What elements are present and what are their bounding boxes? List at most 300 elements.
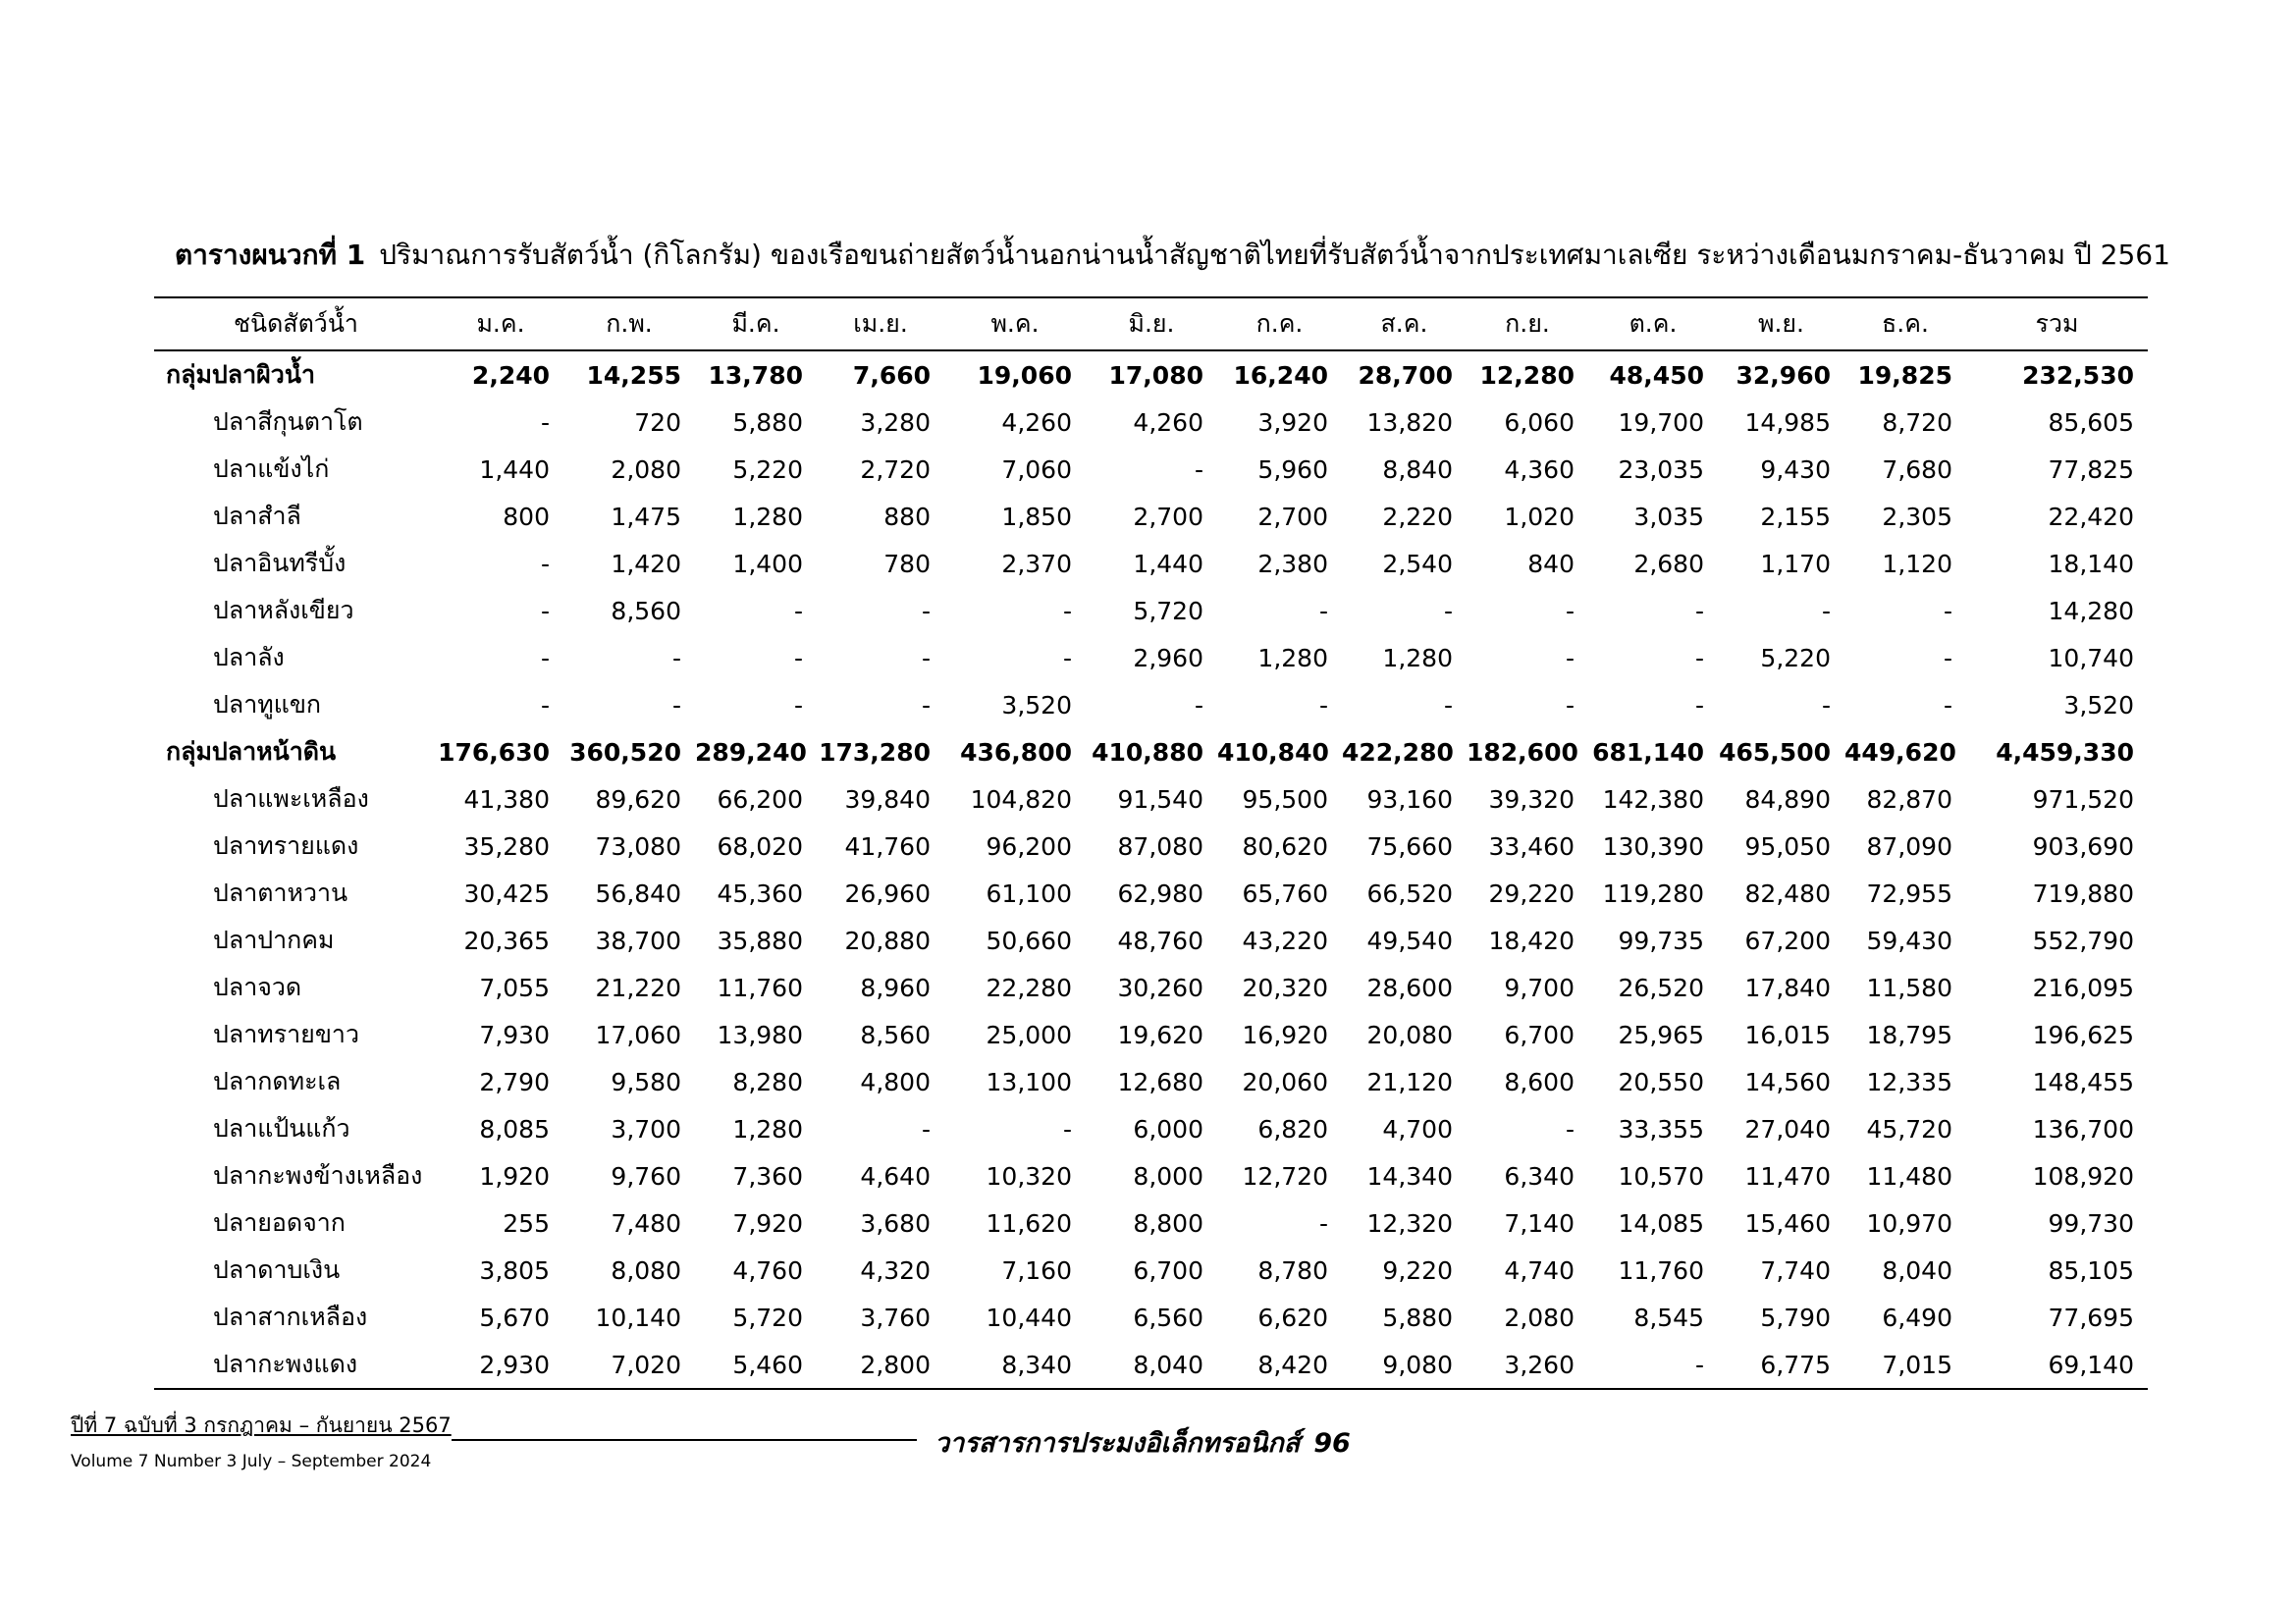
value-cell: 28,700 [1358, 360, 1453, 390]
table-row [154, 634, 2148, 681]
value-cell: 9,580 [611, 1067, 681, 1096]
value-cell: 43,220 [1242, 926, 1328, 955]
value-cell: 410,880 [1092, 737, 1203, 767]
total-cell: 22,420 [2048, 502, 2134, 531]
species-name-cell: ปลาสีกุนตาโต [213, 407, 363, 436]
footer-issue-english: Volume 7 Number 3 July – September 2024 [71, 1452, 432, 1471]
header-col-9: ก.ย. [1467, 297, 1588, 350]
value-cell: 5,720 [732, 1303, 803, 1332]
footer-rule [452, 1439, 917, 1441]
value-cell: 17,060 [595, 1020, 681, 1049]
value-cell: 4,260 [1001, 407, 1072, 437]
value-cell: 20,365 [463, 926, 550, 955]
species-name-cell: ปลาอินทรีบั้ง [213, 549, 347, 577]
value-cell: - [1194, 690, 1203, 720]
value-cell: 4,640 [860, 1161, 931, 1191]
header-col-6: มิ.ย. [1086, 297, 1217, 350]
value-cell: 182,600 [1467, 737, 1578, 767]
value-cell: 30,260 [1117, 973, 1203, 1002]
header-col-4: เม.ย. [817, 297, 944, 350]
value-cell: - [1565, 1114, 1575, 1144]
table-row [154, 399, 2148, 446]
species-name-cell: ปลาทรายขาว [213, 1020, 359, 1048]
value-cell: 6,700 [1504, 1020, 1575, 1049]
value-cell: 8,040 [1882, 1255, 1952, 1285]
value-cell: - [1565, 690, 1575, 720]
total-cell: 69,140 [1966, 1341, 2148, 1389]
value-cell: 2,800 [817, 1341, 944, 1389]
species-name-cell: ปลาสากเหลือง [213, 1303, 368, 1331]
value-cell: 22,280 [986, 973, 1072, 1002]
value-cell: 8,420 [1217, 1341, 1342, 1389]
value-cell: 48,760 [1117, 926, 1203, 955]
table-row [154, 1152, 2148, 1199]
header-col-10: ต.ค. [1588, 297, 1718, 350]
value-cell: 14,085 [1618, 1208, 1704, 1238]
table-row [154, 870, 2148, 917]
value-cell: 12,335 [1866, 1067, 1952, 1096]
value-cell: 80,620 [1242, 831, 1328, 861]
value-cell: 10,140 [595, 1303, 681, 1332]
value-cell: 49,540 [1366, 926, 1453, 955]
value-cell: 1,020 [1504, 502, 1575, 531]
value-cell: 3,760 [860, 1303, 931, 1332]
value-cell: 33,355 [1618, 1114, 1704, 1144]
caption-label: ตารางผนวกที่ 1 [175, 239, 366, 271]
value-cell: 2,700 [1257, 502, 1328, 531]
value-cell: 38,700 [595, 926, 681, 955]
total-cell: 216,095 [2032, 973, 2134, 1002]
value-cell: - [921, 596, 931, 625]
value-cell: - [1443, 690, 1453, 720]
value-cell: 7,360 [732, 1161, 803, 1191]
value-cell: 4,320 [860, 1255, 931, 1285]
value-cell: 8,560 [860, 1020, 931, 1049]
value-cell: - [1062, 596, 1072, 625]
value-cell: 13,780 [708, 360, 803, 390]
value-cell: 7,740 [1760, 1255, 1831, 1285]
value-cell: 75,660 [1366, 831, 1453, 861]
value-cell: 436,800 [960, 737, 1072, 767]
value-cell: - [1943, 643, 1952, 672]
value-cell: 5,880 [732, 407, 803, 437]
total-cell: 971,520 [2032, 784, 2134, 814]
value-cell: 11,470 [1744, 1161, 1831, 1191]
value-cell: 1,280 [1257, 643, 1328, 672]
value-cell: 289,240 [695, 737, 807, 767]
value-cell: 13,820 [1366, 407, 1453, 437]
total-cell: 77,695 [2048, 1303, 2134, 1332]
value-cell: 2,720 [860, 454, 931, 484]
value-cell: 7,015 [1844, 1341, 1966, 1389]
value-cell: 11,760 [1618, 1255, 1704, 1285]
value-cell: 18,420 [1488, 926, 1575, 955]
value-cell: 840 [1527, 549, 1575, 578]
value-cell: - [540, 690, 550, 720]
header-col-2: ก.พ. [563, 297, 695, 350]
value-cell: 8,000 [1133, 1161, 1203, 1191]
table-header-row [154, 297, 2148, 350]
total-cell: 18,140 [2048, 549, 2134, 578]
value-cell: - [1318, 690, 1328, 720]
species-name-cell: ปลากะพงข้างเหลือง [213, 1161, 423, 1190]
value-cell: 99,735 [1618, 926, 1704, 955]
value-cell: 4,760 [732, 1255, 803, 1285]
value-cell: 10,320 [986, 1161, 1072, 1191]
value-cell: 3,805 [479, 1255, 550, 1285]
value-cell: 6,775 [1718, 1341, 1844, 1389]
value-cell: 19,060 [977, 360, 1072, 390]
value-cell: 21,220 [595, 973, 681, 1002]
value-cell: - [921, 643, 931, 672]
value-cell: 66,520 [1366, 879, 1453, 908]
total-cell: 77,825 [2048, 454, 2134, 484]
table-row [154, 775, 2148, 823]
value-cell: 119,280 [1602, 879, 1704, 908]
value-cell: 130,390 [1602, 831, 1704, 861]
value-cell: 2,155 [1760, 502, 1831, 531]
value-cell: - [1318, 596, 1328, 625]
value-cell: 3,700 [611, 1114, 681, 1144]
value-cell: 1,280 [1382, 643, 1453, 672]
data-table [154, 296, 2148, 1390]
value-cell: 7,930 [479, 1020, 550, 1049]
table-row [154, 823, 2148, 870]
species-name-cell: ปลาตาหวาน [213, 879, 348, 907]
header-col-12: ธ.ค. [1844, 297, 1966, 350]
value-cell: 41,380 [463, 784, 550, 814]
species-name-cell: ปลาสำลี [213, 502, 301, 530]
value-cell: 19,620 [1117, 1020, 1203, 1049]
value-cell: 173,280 [819, 737, 931, 767]
value-cell: 25,000 [986, 1020, 1072, 1049]
header-col-1: ม.ค. [438, 297, 563, 350]
caption-text: ปริมาณการรับสัตว์น้ำ (กิโลกรัม) ของเรือขนถ่ายสัตว์น้ำนอกน่านน้ำสัญชาติไทยที่รับสัตว์น้ำจากประเทศมาเลเซีย ระหว่างเดือนมกราคม-ธันวาคม ปี 2561 [379, 239, 2170, 271]
value-cell: 7,920 [732, 1208, 803, 1238]
table-row [154, 964, 2148, 1011]
value-cell: 255 [503, 1208, 550, 1238]
value-cell: - [1694, 690, 1704, 720]
total-cell: 108,920 [2032, 1161, 2134, 1191]
value-cell: 10,570 [1618, 1161, 1704, 1191]
value-cell: 82,870 [1866, 784, 1952, 814]
value-cell: 9,220 [1382, 1255, 1453, 1285]
value-cell: 21,120 [1366, 1067, 1453, 1096]
value-cell: - [671, 643, 681, 672]
value-cell: 16,920 [1242, 1020, 1328, 1049]
table-row [154, 1011, 2148, 1058]
value-cell: 65,760 [1242, 879, 1328, 908]
value-cell: 1,850 [1001, 502, 1072, 531]
total-cell: 3,520 [2063, 690, 2134, 720]
value-cell: - [540, 407, 550, 437]
species-name-cell: ปลาทรายแดง [213, 831, 359, 860]
value-cell: 87,090 [1866, 831, 1952, 861]
value-cell: 176,630 [438, 737, 550, 767]
value-cell: 7,160 [1001, 1255, 1072, 1285]
value-cell: 8,560 [611, 596, 681, 625]
total-cell: 14,280 [2048, 596, 2134, 625]
value-cell: 8,040 [1086, 1341, 1217, 1389]
header-col-7: ก.ค. [1217, 297, 1342, 350]
journal-name: วารสารการประมงอิเล็กทรอนิกส์ [934, 1428, 1301, 1459]
value-cell: 1,280 [732, 502, 803, 531]
value-cell: 2,930 [438, 1341, 563, 1389]
value-cell: 410,840 [1217, 737, 1329, 767]
value-cell: 6,340 [1504, 1161, 1575, 1191]
value-cell: 8,960 [860, 973, 931, 1002]
value-cell: 6,620 [1257, 1303, 1328, 1332]
value-cell: 3,920 [1257, 407, 1328, 437]
value-cell: 25,965 [1618, 1020, 1704, 1049]
value-cell: 82,480 [1744, 879, 1831, 908]
table-row [154, 681, 2148, 728]
species-name-cell: ปลาปากคม [213, 926, 335, 954]
value-cell: 4,360 [1504, 454, 1575, 484]
value-cell: 17,840 [1744, 973, 1831, 1002]
table-row [154, 493, 2148, 540]
value-cell: 422,280 [1342, 737, 1454, 767]
species-name-cell: ปลาแข้งไก่ [213, 454, 330, 483]
value-cell: 2,370 [1001, 549, 1072, 578]
species-name-cell: ปลากะพงแดง [154, 1341, 438, 1389]
group-name-cell: กลุ่มปลาผิวน้ำ [166, 360, 315, 389]
species-name-cell: ปลาแพะเหลือง [213, 784, 369, 813]
species-name-cell: ปลายอดจาก [213, 1208, 346, 1237]
value-cell: 6,820 [1257, 1114, 1328, 1144]
value-cell: - [1565, 643, 1575, 672]
value-cell: 16,240 [1233, 360, 1328, 390]
total-cell: 719,880 [2032, 879, 2134, 908]
value-cell: 9,080 [1342, 1341, 1467, 1389]
value-cell: 4,740 [1504, 1255, 1575, 1285]
value-cell: 1,920 [479, 1161, 550, 1191]
value-cell: 15,460 [1744, 1208, 1831, 1238]
value-cell: 11,760 [717, 973, 803, 1002]
value-cell: - [1821, 690, 1831, 720]
value-cell: 5,220 [1760, 643, 1831, 672]
table-caption [175, 236, 2170, 275]
value-cell: - [671, 690, 681, 720]
value-cell: 780 [883, 549, 931, 578]
value-cell: - [540, 549, 550, 578]
value-cell: - [793, 690, 803, 720]
value-cell: 5,960 [1257, 454, 1328, 484]
value-cell: 3,680 [860, 1208, 931, 1238]
value-cell: 2,240 [471, 360, 550, 390]
value-cell: 19,700 [1618, 407, 1704, 437]
species-name-cell: ปลากดทะเล [213, 1067, 342, 1095]
value-cell: - [1062, 1114, 1072, 1144]
header-col-5: พ.ค. [944, 297, 1086, 350]
value-cell: 23,035 [1618, 454, 1704, 484]
value-cell: 35,880 [717, 926, 803, 955]
value-cell: 87,080 [1117, 831, 1203, 861]
value-cell: - [1694, 643, 1704, 672]
value-cell: 18,795 [1866, 1020, 1952, 1049]
value-cell: 8,340 [944, 1341, 1086, 1389]
value-cell: 8,080 [611, 1255, 681, 1285]
value-cell: 8,280 [732, 1067, 803, 1096]
value-cell: 5,670 [479, 1303, 550, 1332]
value-cell: 14,255 [586, 360, 681, 390]
value-cell: 61,100 [986, 879, 1072, 908]
value-cell: 681,140 [1592, 737, 1704, 767]
footer-journal [934, 1421, 1351, 1464]
value-cell: 8,800 [1133, 1208, 1203, 1238]
value-cell: 45,720 [1866, 1114, 1952, 1144]
table-row [154, 1058, 2148, 1105]
value-cell: 39,320 [1488, 784, 1575, 814]
value-cell: 2,305 [1882, 502, 1952, 531]
total-cell: 196,625 [2032, 1020, 2134, 1049]
header-col-13: รวม [1966, 297, 2148, 350]
value-cell: 91,540 [1117, 784, 1203, 814]
total-cell: 552,790 [2032, 926, 2134, 955]
value-cell: 7,480 [611, 1208, 681, 1238]
value-cell: 6,490 [1882, 1303, 1952, 1332]
value-cell: 142,380 [1602, 784, 1704, 814]
value-cell: - [1194, 454, 1203, 484]
value-cell: 465,500 [1719, 737, 1831, 767]
value-cell: 449,620 [1844, 737, 1956, 767]
value-cell: 35,280 [463, 831, 550, 861]
value-cell: 13,100 [986, 1067, 1072, 1096]
value-cell: 7,660 [852, 360, 931, 390]
total-cell: 85,105 [2048, 1255, 2134, 1285]
value-cell: 96,200 [986, 831, 1072, 861]
value-cell: - [921, 690, 931, 720]
value-cell: 26,520 [1618, 973, 1704, 1002]
value-cell: 28,600 [1366, 973, 1453, 1002]
species-name-cell: ปลาจวด [213, 973, 302, 1001]
value-cell: 360,520 [569, 737, 681, 767]
value-cell: 39,840 [844, 784, 931, 814]
value-cell: 8,780 [1257, 1255, 1328, 1285]
value-cell: 800 [503, 502, 550, 531]
value-cell: 2,960 [1133, 643, 1203, 672]
value-cell: 56,840 [595, 879, 681, 908]
table-row [154, 1247, 2148, 1294]
value-cell: - [921, 1114, 931, 1144]
value-cell: 5,720 [1133, 596, 1203, 625]
value-cell: 1,400 [732, 549, 803, 578]
value-cell: 67,200 [1744, 926, 1831, 955]
value-cell: 93,160 [1366, 784, 1453, 814]
value-cell: 2,540 [1382, 549, 1453, 578]
value-cell: 32,960 [1735, 360, 1831, 390]
value-cell: 880 [883, 502, 931, 531]
total-cell: 10,740 [2048, 643, 2134, 672]
value-cell: 1,420 [611, 549, 681, 578]
value-cell: 19,825 [1857, 360, 1952, 390]
value-cell: 66,200 [717, 784, 803, 814]
value-cell: 68,020 [717, 831, 803, 861]
value-cell: 41,760 [844, 831, 931, 861]
total-cell: 85,605 [2048, 407, 2134, 437]
value-cell: 12,680 [1117, 1067, 1203, 1096]
value-cell: 7,060 [1001, 454, 1072, 484]
value-cell: - [540, 643, 550, 672]
value-cell: - [1588, 1341, 1718, 1389]
value-cell: 20,080 [1366, 1020, 1453, 1049]
value-cell: 3,520 [1001, 690, 1072, 720]
value-cell: - [1443, 596, 1453, 625]
value-cell: 20,320 [1242, 973, 1328, 1002]
value-cell: 12,280 [1479, 360, 1575, 390]
value-cell: 17,080 [1108, 360, 1203, 390]
value-cell: 1,440 [1133, 549, 1203, 578]
value-cell: 8,600 [1504, 1067, 1575, 1096]
value-cell: 2,080 [1504, 1303, 1575, 1332]
value-cell: 8,840 [1382, 454, 1453, 484]
value-cell: 11,480 [1866, 1161, 1952, 1191]
value-cell: 5,460 [695, 1341, 817, 1389]
value-cell: 20,060 [1242, 1067, 1328, 1096]
value-cell: 20,550 [1618, 1067, 1704, 1096]
value-cell: 6,700 [1133, 1255, 1203, 1285]
value-cell: 95,050 [1744, 831, 1831, 861]
value-cell: 9,700 [1504, 973, 1575, 1002]
value-cell: 5,880 [1382, 1303, 1453, 1332]
value-cell: 14,985 [1744, 407, 1831, 437]
value-cell: 9,760 [611, 1161, 681, 1191]
value-cell: 6,060 [1504, 407, 1575, 437]
total-cell: 99,730 [2048, 1208, 2134, 1238]
value-cell: 20,880 [844, 926, 931, 955]
table-row [154, 917, 2148, 964]
value-cell: 7,020 [563, 1341, 695, 1389]
value-cell: 73,080 [595, 831, 681, 861]
value-cell: 2,700 [1133, 502, 1203, 531]
value-cell: - [1565, 596, 1575, 625]
value-cell: 1,475 [611, 502, 681, 531]
value-cell: 2,680 [1633, 549, 1704, 578]
value-cell: 62,980 [1117, 879, 1203, 908]
value-cell: 4,700 [1382, 1114, 1453, 1144]
footer-issue [71, 1410, 452, 1471]
value-cell: 11,580 [1866, 973, 1952, 1002]
value-cell: 3,260 [1467, 1341, 1588, 1389]
value-cell: 7,055 [479, 973, 550, 1002]
value-cell: 3,280 [860, 407, 931, 437]
table-row [154, 1341, 2148, 1389]
value-cell: 9,430 [1760, 454, 1831, 484]
species-name-cell: ปลาลัง [213, 643, 285, 671]
value-cell: - [793, 643, 803, 672]
value-cell: 89,620 [595, 784, 681, 814]
value-cell: 11,620 [986, 1208, 1072, 1238]
value-cell: 5,790 [1760, 1303, 1831, 1332]
table-row [154, 1199, 2148, 1247]
value-cell: 2,790 [479, 1067, 550, 1096]
value-cell: 59,430 [1866, 926, 1952, 955]
value-cell: 4,800 [860, 1067, 931, 1096]
species-name-cell: ปลาหลังเขียว [213, 596, 354, 624]
species-name-cell: ปลาแป้นแก้ว [213, 1114, 350, 1143]
value-cell: 5,220 [732, 454, 803, 484]
value-cell: 30,425 [463, 879, 550, 908]
value-cell: 720 [634, 407, 681, 437]
value-cell: 7,680 [1882, 454, 1952, 484]
value-cell: 6,000 [1133, 1114, 1203, 1144]
species-name-cell: ปลาดาบเงิน [213, 1255, 341, 1284]
table-row [154, 446, 2148, 493]
value-cell: 16,015 [1744, 1020, 1831, 1049]
total-cell: 136,700 [2032, 1114, 2134, 1144]
total-cell: 4,459,330 [1996, 737, 2134, 767]
value-cell: 10,970 [1866, 1208, 1952, 1238]
